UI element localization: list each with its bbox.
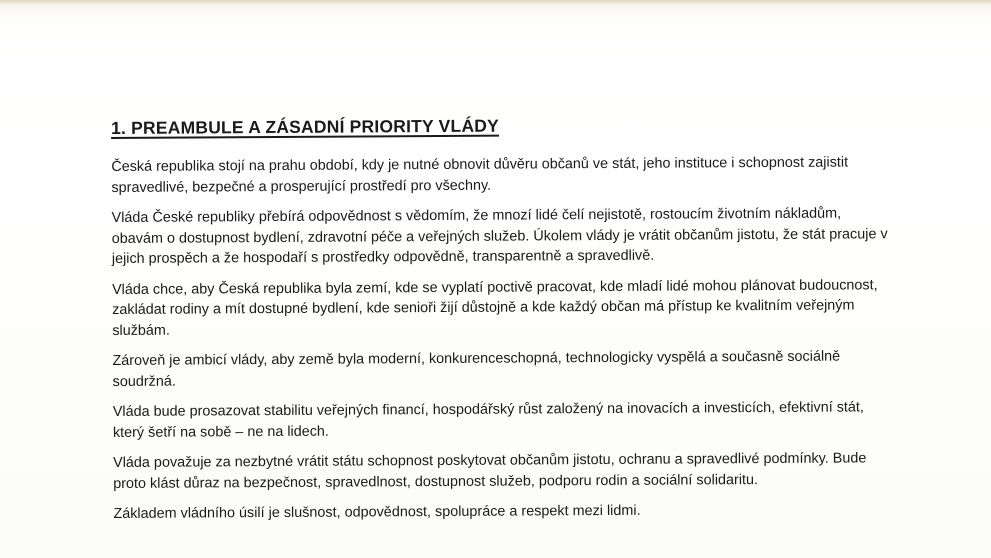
paper-top-edge: [0, 0, 991, 5]
section-heading: 1. PREAMBULE A ZÁSADNÍ PRIORITY VLÁDY: [111, 115, 500, 138]
paragraph-7: Základem vládního úsilí je slušnost, odpovědnost, spolupráce a respekt mezi lidmi.: [113, 502, 641, 522]
paragraph-2: Vláda České republiky přebírá odpovědnost s vědomím, že mnozí lidé čelí nejistotě, rostoucím životním nákladům, obavám o dostupnost bydlení, zdravotní péče a veřejných služeb. Úkolem vlády je vrátit občanům jistotu, že stát pracuje v jejich prospěch a že hospodaří s prostředky odpovědně, transparentně a spravedlivě.: [111, 205, 888, 267]
document-body: [111, 113, 898, 534]
paragraph-3: Vláda chce, aby Česká republika byla zemí, kde se vyplatí poctivě pracovat, kde mladí lidé mohou plánovat budoucnost, zakládat rodiny a mít dostupné bydlení, kde senioři žijí důstojně a kde každý občan má přístup ke kvalitním veřejným službám.: [111, 276, 878, 339]
paragraph-5: Vláda bude prosazovat stabilitu veřejných financí, hospodářský růst založený na inovacích a investicích, efektivní stát, který šetří na sobě – ne na lidech.: [112, 399, 864, 441]
paragraph-1: Česká republika stojí na prahu období, kdy je nutné obnovit důvěru občanů ve stát, jeho instituce i schopnost zajistit spravedlivé, bezpečné a prosperující prostředí pro všechny.: [111, 154, 849, 196]
paragraph-4: Zároveň je ambicí vlády, aby země byla moderní, konkurenceschopná, technologicky vyspělá a současně sociálně soudržná.: [112, 348, 841, 390]
paragraph-6: Vláda považuje za nezbytné vrátit státu schopnost poskytovat občanům jistotu, ochranu a spravedlivé podmínky. Bude proto klást důraz na bezpečnost, spravedlnost, dostupnost služeb, podporu rodin a sociální solidaritu.: [113, 450, 867, 492]
